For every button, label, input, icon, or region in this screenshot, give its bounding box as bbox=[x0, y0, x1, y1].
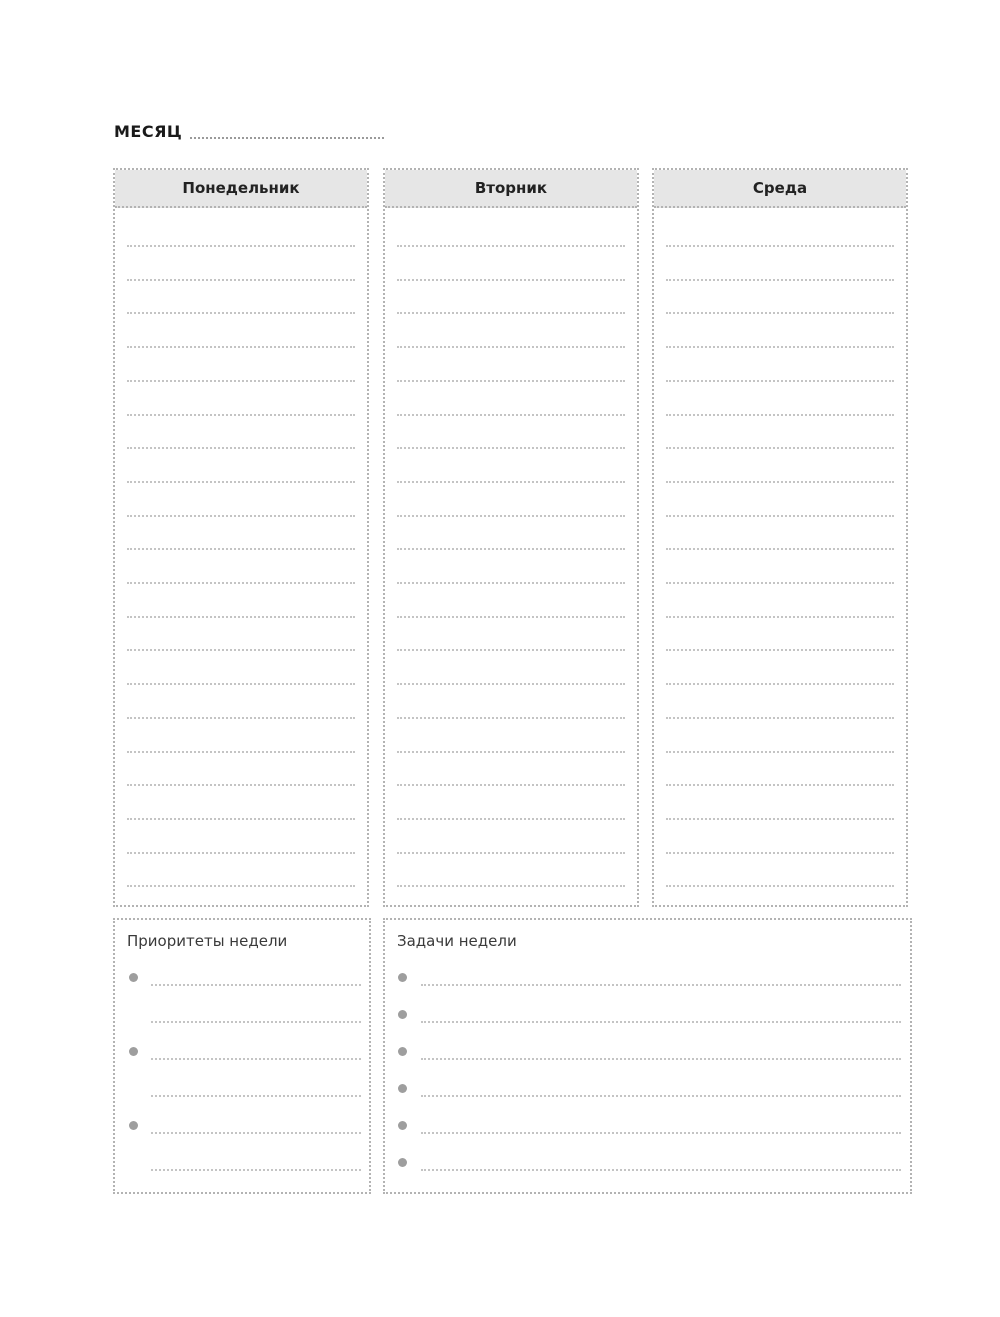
writing-line[interactable] bbox=[666, 548, 894, 550]
writing-line[interactable] bbox=[666, 683, 894, 685]
writing-line[interactable] bbox=[666, 717, 894, 719]
writing-line[interactable] bbox=[397, 649, 625, 651]
writing-line[interactable] bbox=[127, 818, 355, 820]
writing-line[interactable] bbox=[127, 649, 355, 651]
month-input-line[interactable] bbox=[190, 137, 384, 139]
priority-line[interactable] bbox=[151, 1058, 361, 1060]
priority-line[interactable] bbox=[151, 1095, 361, 1097]
task-line[interactable] bbox=[421, 984, 901, 986]
bullet-icon bbox=[398, 1084, 407, 1093]
writing-line[interactable] bbox=[397, 616, 625, 618]
writing-line[interactable] bbox=[397, 852, 625, 854]
writing-line[interactable] bbox=[127, 245, 355, 247]
writing-line[interactable] bbox=[666, 649, 894, 651]
writing-line[interactable] bbox=[127, 717, 355, 719]
writing-line[interactable] bbox=[397, 548, 625, 550]
writing-line[interactable] bbox=[666, 312, 894, 314]
bullet-icon bbox=[129, 1047, 138, 1056]
day-column-tuesday bbox=[383, 168, 639, 907]
task-line[interactable] bbox=[421, 1132, 901, 1134]
writing-line[interactable] bbox=[127, 515, 355, 517]
tasks-title: Задачи недели bbox=[397, 932, 517, 950]
writing-line[interactable] bbox=[127, 852, 355, 854]
writing-line[interactable] bbox=[666, 279, 894, 281]
writing-line[interactable] bbox=[397, 481, 625, 483]
bullet-icon bbox=[398, 1047, 407, 1056]
writing-line[interactable] bbox=[666, 582, 894, 584]
writing-line[interactable] bbox=[397, 683, 625, 685]
writing-line[interactable] bbox=[666, 346, 894, 348]
priority-line[interactable] bbox=[151, 1021, 361, 1023]
writing-line[interactable] bbox=[666, 414, 894, 416]
writing-line[interactable] bbox=[397, 515, 625, 517]
month-label: МЕСЯЦ bbox=[114, 122, 183, 141]
writing-line[interactable] bbox=[127, 380, 355, 382]
writing-line[interactable] bbox=[666, 616, 894, 618]
writing-line[interactable] bbox=[666, 245, 894, 247]
task-line[interactable] bbox=[421, 1169, 901, 1171]
bullet-icon bbox=[398, 1158, 407, 1167]
day-header: Среда bbox=[654, 170, 906, 208]
writing-line[interactable] bbox=[397, 582, 625, 584]
writing-line[interactable] bbox=[127, 279, 355, 281]
writing-line[interactable] bbox=[397, 414, 625, 416]
bullet-icon bbox=[398, 1010, 407, 1019]
writing-line[interactable] bbox=[127, 548, 355, 550]
writing-line[interactable] bbox=[127, 582, 355, 584]
writing-line[interactable] bbox=[127, 481, 355, 483]
writing-line[interactable] bbox=[397, 380, 625, 382]
writing-line[interactable] bbox=[666, 885, 894, 887]
tasks-box bbox=[383, 918, 912, 1194]
writing-line[interactable] bbox=[127, 784, 355, 786]
writing-line[interactable] bbox=[666, 481, 894, 483]
bullet-icon bbox=[129, 973, 138, 982]
writing-line[interactable] bbox=[397, 279, 625, 281]
writing-line[interactable] bbox=[666, 447, 894, 449]
writing-line[interactable] bbox=[397, 346, 625, 348]
writing-line[interactable] bbox=[666, 818, 894, 820]
priority-line[interactable] bbox=[151, 1169, 361, 1171]
priorities-title: Приоритеты недели bbox=[127, 932, 288, 950]
task-line[interactable] bbox=[421, 1058, 901, 1060]
writing-line[interactable] bbox=[666, 784, 894, 786]
bullet-icon bbox=[398, 973, 407, 982]
writing-line[interactable] bbox=[127, 447, 355, 449]
writing-line[interactable] bbox=[127, 312, 355, 314]
writing-line[interactable] bbox=[666, 852, 894, 854]
day-header: Вторник bbox=[385, 170, 637, 208]
month-field bbox=[114, 123, 384, 141]
writing-line[interactable] bbox=[397, 751, 625, 753]
priorities-box bbox=[113, 918, 371, 1194]
writing-line[interactable] bbox=[127, 414, 355, 416]
bullet-icon bbox=[398, 1121, 407, 1130]
writing-line[interactable] bbox=[127, 885, 355, 887]
day-header: Понедельник bbox=[115, 170, 367, 208]
writing-line[interactable] bbox=[127, 683, 355, 685]
writing-line[interactable] bbox=[397, 245, 625, 247]
day-column-wednesday bbox=[652, 168, 908, 907]
writing-line[interactable] bbox=[397, 312, 625, 314]
task-line[interactable] bbox=[421, 1095, 901, 1097]
writing-line[interactable] bbox=[127, 616, 355, 618]
bullet-icon bbox=[129, 1121, 138, 1130]
priority-line[interactable] bbox=[151, 984, 361, 986]
writing-line[interactable] bbox=[127, 346, 355, 348]
writing-line[interactable] bbox=[397, 885, 625, 887]
writing-line[interactable] bbox=[397, 818, 625, 820]
writing-line[interactable] bbox=[666, 380, 894, 382]
writing-line[interactable] bbox=[666, 515, 894, 517]
priority-line[interactable] bbox=[151, 1132, 361, 1134]
writing-line[interactable] bbox=[397, 447, 625, 449]
task-line[interactable] bbox=[421, 1021, 901, 1023]
day-column-monday bbox=[113, 168, 369, 907]
writing-line[interactable] bbox=[666, 751, 894, 753]
writing-line[interactable] bbox=[397, 717, 625, 719]
writing-line[interactable] bbox=[397, 784, 625, 786]
writing-line[interactable] bbox=[127, 751, 355, 753]
